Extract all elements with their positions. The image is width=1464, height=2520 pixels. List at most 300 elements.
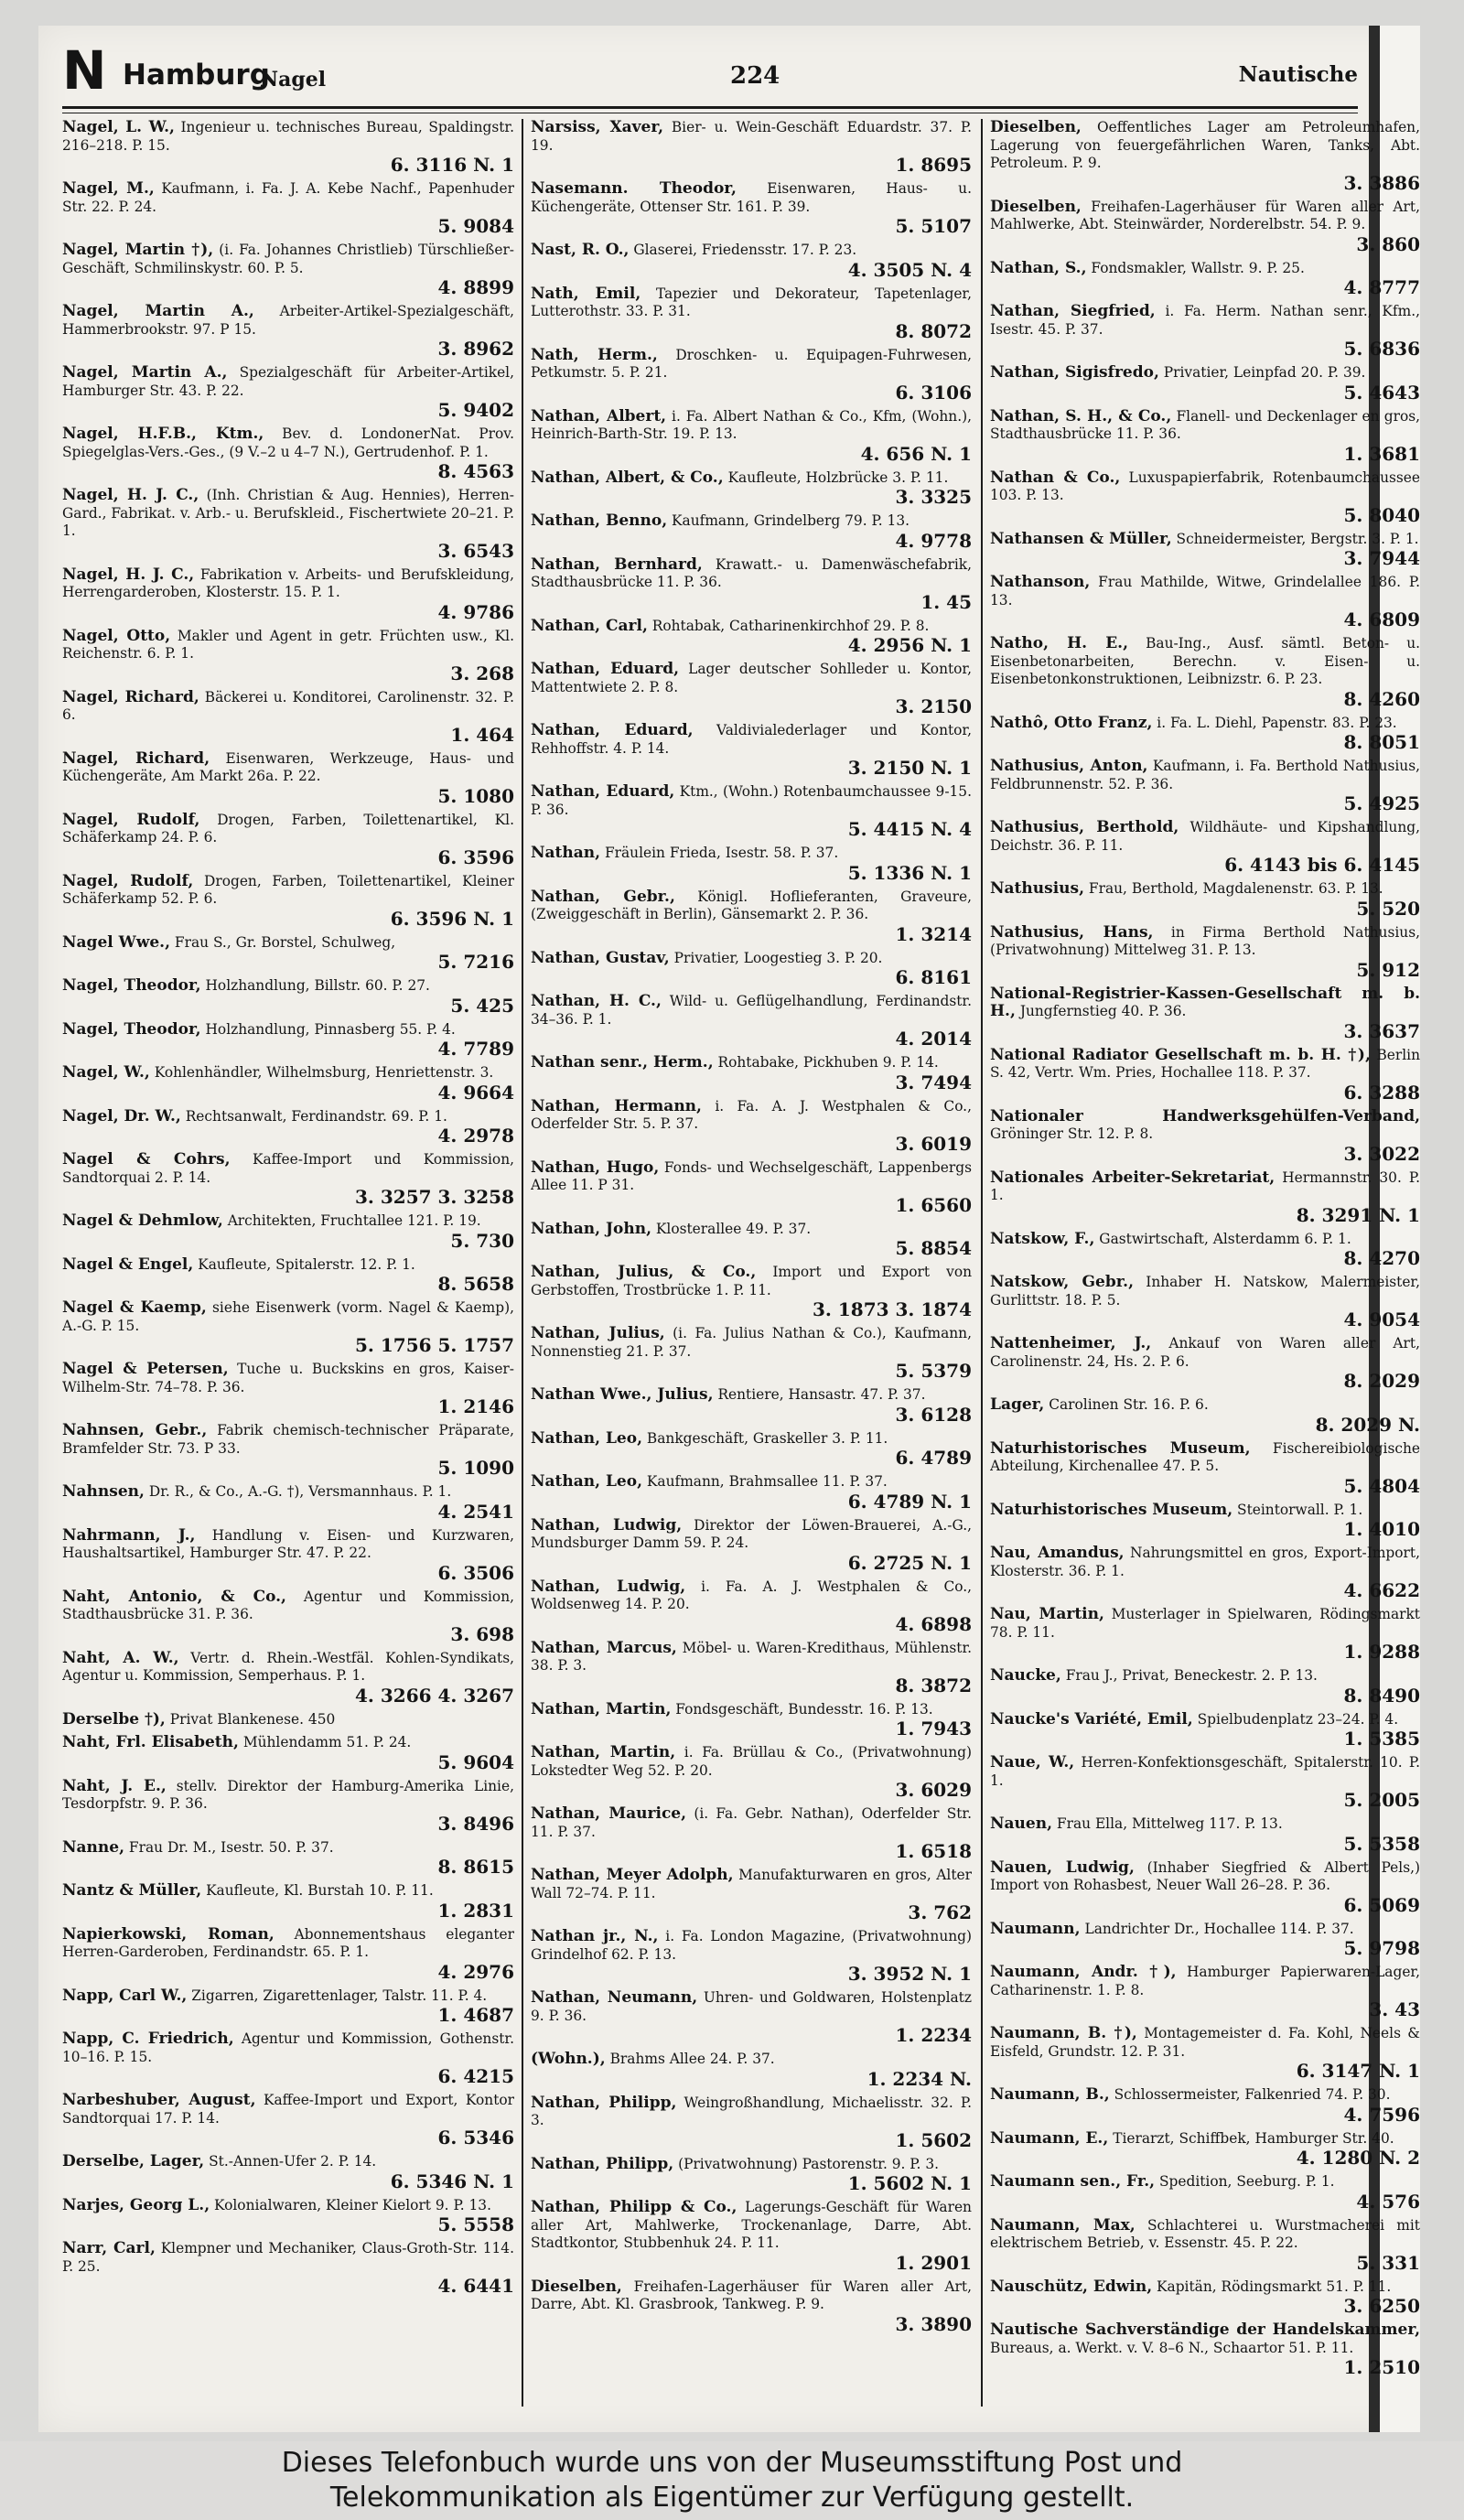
entry-description: Holzhandlung, Pinnasberg 55. P. 4. — [205, 1020, 456, 1038]
entry-name: Nauen, — [990, 1815, 1053, 1833]
entry-body — [531, 618, 972, 636]
entry-phone-number: 6. 3596 N. 1 — [390, 907, 514, 930]
entry-body — [531, 180, 972, 216]
entry-body — [62, 1926, 514, 1962]
entry-name: Nath, Emil, — [531, 284, 641, 303]
entry-phone-number: 3. 6543 — [437, 539, 514, 562]
entry-body — [62, 1422, 514, 1458]
entry-body — [531, 1221, 972, 1239]
entry-phone-number: 8. 5658 — [437, 1273, 514, 1295]
entry-name: Nathan senr., Herm., — [531, 1053, 714, 1072]
entry-name: Nathan, — [531, 844, 601, 862]
entry-body — [990, 1502, 1420, 1520]
entry-description: i. Fa. A. J. Westphalen & Co., Oderfelder Str. 5. P. 37. — [531, 1097, 972, 1132]
entry-body — [990, 1231, 1420, 1249]
entry-body — [990, 1545, 1420, 1580]
entry-description: Herren-Konfektionsgeschäft, Spitalerstr. 10. P. 1. — [990, 1754, 1420, 1789]
entry-description: Privat Blankenese. 450 — [169, 1710, 336, 1728]
directory-entry — [990, 2173, 1420, 2212]
directory-entry — [990, 2086, 1420, 2125]
entry-description: Makler und Agent in getr. Früchten usw., Kl. Reichenstr. 6. P. 1. — [62, 627, 514, 662]
entry-description: Wildhäute- und Kipshandlung, Deichstr. 36. P. 11. — [990, 819, 1420, 854]
directory-entry — [62, 242, 514, 297]
entry-phone-number: 5. 4804 — [1343, 1474, 1420, 1497]
directory-entry — [531, 993, 972, 1049]
directory-entry — [990, 1440, 1420, 1496]
entry-phone-number: 8. 4270 — [1343, 1247, 1420, 1269]
entry-description: Vertr. d. Rhein.-Westfäl. Kohlen-Syndikats, Agentur u. Kommission, Semperhaus. P. 1. — [62, 1649, 514, 1684]
directory-entry — [990, 1545, 1420, 1600]
entry-description: Carolinen Str. 16. P. 6. — [1049, 1396, 1209, 1413]
entry-phone-number: 1. 8695 — [895, 154, 972, 176]
entry-description: Musterlager in Spielwaren, Rödingsmarkt 78. P. 11. — [990, 1606, 1420, 1641]
entry-body — [990, 364, 1420, 382]
entry-phone-number: 5. 5358 — [1343, 1832, 1420, 1855]
entry-name: Nathansen & Müller, — [990, 529, 1172, 548]
entry-description: Wild- u. Geflügelhandlung, Ferdinandstr. 34–36. P. 1. — [531, 993, 972, 1028]
directory-entry — [990, 2217, 1420, 2273]
entry-body — [62, 2240, 514, 2276]
entry-name: Narjes, Georg L., — [62, 2195, 210, 2214]
entry-name: Nathan, S., — [990, 258, 1087, 277]
entry-body — [990, 1440, 1420, 1476]
directory-entry — [531, 242, 972, 280]
entry-name: Nathô, Otto Franz, — [990, 713, 1153, 732]
entry-name: Nathan, Philipp & Co., — [531, 2198, 737, 2216]
entry-phone-number: 3. 6029 — [895, 1779, 972, 1801]
entry-description: Architekten, Fruchtallee 121. P. 19. — [227, 1212, 481, 1229]
directory-entry — [990, 1502, 1420, 1540]
entry-phone-number: 1. 5602 — [895, 2128, 972, 2151]
entry-name: Nagel, H.F.B., Ktm., — [62, 425, 264, 443]
directory-entry — [990, 1711, 1420, 1750]
entry-name: Nattenheimer, J., — [990, 1334, 1152, 1352]
directory-entry — [531, 1867, 972, 1922]
entry-phone-number: 5. 9604 — [437, 1750, 514, 1773]
header-rule — [62, 106, 1358, 109]
entry-phone-number: 5. 1080 — [437, 784, 514, 807]
directory-entry — [990, 364, 1420, 403]
entry-phone-number: 3. 7494 — [895, 1071, 972, 1093]
entry-name: Napierkowski, Roman, — [62, 1924, 274, 1944]
entry-name: Nathan, Eduard, — [531, 721, 694, 739]
entry-description: Frau Dr. M., Isestr. 50. P. 37. — [128, 1838, 334, 1856]
entry-description: Direktor der Löwen-Brauerei, A.-G., Mundsburger Damm 59. P. 24. — [531, 1516, 972, 1551]
entry-name: Nagel, Rudolf, — [62, 810, 200, 829]
entry-body — [531, 1701, 972, 1719]
entry-name: Nagel, Theodor, — [62, 1019, 201, 1039]
directory-entry — [531, 1805, 972, 1861]
entry-body — [62, 1839, 514, 1858]
entry-body — [531, 950, 972, 968]
entry-phone-number: 4. 3266 4. 3267 — [355, 1684, 514, 1707]
entry-body — [990, 880, 1420, 899]
entry-body — [62, 1151, 514, 1187]
entry-name: Nathan, Leo, — [531, 1472, 643, 1491]
entry-phone-number: 4. 1280 N. 2 — [1296, 2147, 1420, 2169]
entry-phone-number: 5. 1756 5. 1757 — [355, 1334, 514, 1356]
entry-description: Glaserei, Friedensstr. 17. P. 23. — [633, 242, 857, 258]
entry-phone-number: 4. 6898 — [895, 1612, 972, 1635]
entry-name: Nathan, Sigisfredo, — [990, 363, 1159, 382]
directory-entry — [531, 1928, 972, 1984]
entry-phone-number: 1. 2234 N. — [867, 2067, 972, 2090]
entry-description: Nahrungsmittel en gros, Export-Import, Klosterstr. 36. P. 1. — [990, 1545, 1420, 1579]
entry-body — [62, 977, 514, 996]
entry-phone-number: 4. 9786 — [437, 600, 514, 623]
entry-body — [990, 1169, 1420, 1205]
directory-column-1 — [62, 119, 514, 2407]
directory-entry — [531, 888, 972, 944]
entry-phone-number: 5. 2005 — [1343, 1789, 1420, 1811]
entry-body — [531, 1325, 972, 1361]
entry-phone-number: 3. 43 — [1369, 1998, 1420, 2020]
directory-entry — [62, 1064, 514, 1103]
directory-entry — [62, 1734, 514, 1772]
entry-body — [531, 2278, 972, 2314]
entry-phone-number: 3. 6128 — [895, 1403, 972, 1426]
entry-phone-number: 3. 3022 — [1343, 1142, 1420, 1165]
entry-phone-number: 3. 6019 — [895, 1132, 972, 1155]
directory-entry — [531, 1098, 972, 1154]
entry-name: Lager, — [990, 1395, 1045, 1414]
entry-description: Lager deutscher Sohlleder u. Kontor, Mattentwiete 2. P. 8. — [531, 661, 972, 695]
entry-description: Fonds- und Wechselgeschäft, Lappenbergs Allee 11. P 31. — [531, 1158, 972, 1193]
page-number: 224 — [730, 62, 780, 90]
directory-entry — [990, 1108, 1420, 1164]
entry-name: Nagel, M., — [62, 179, 155, 198]
entry-description: Kaufmann, i. Fa. Berthold Nathusius, Feldbrunnenstr. 52. P. 36. — [990, 758, 1420, 792]
entry-description: Frau S., Gr. Borstel, Schulweg, — [174, 933, 396, 951]
directory-column-2 — [531, 119, 972, 2407]
entry-description: Tuche u. Buckskins en gros, Kaiser-Wilhelm-Str. 74–78. P. 36. — [62, 1361, 514, 1395]
directory-entry — [990, 119, 1420, 193]
entry-name: Nagel & Engel, — [62, 1255, 194, 1274]
entry-phone-number: 4. 7789 — [437, 1038, 514, 1060]
directory-entry — [990, 635, 1420, 709]
directory-entry — [62, 1882, 514, 1921]
entry-body — [990, 2278, 1420, 2297]
page-header — [62, 39, 1358, 106]
entry-name: Napp, C. Friedrich, — [62, 2030, 234, 2048]
entry-description: Möbel- u. Waren-Kredithaus, Mühlenstr. 38. P. 3. — [531, 1639, 972, 1674]
entry-name: Derselbe, Lager, — [62, 2152, 205, 2170]
entry-name: Nationaler Handwerksgehülfen-Verband, — [990, 1106, 1420, 1125]
entry-phone-number: 6. 8161 — [895, 966, 972, 988]
entry-body — [531, 1264, 972, 1299]
entry-name: Nathanson, — [990, 573, 1091, 591]
entry-body — [531, 1989, 972, 2025]
directory-entry — [531, 347, 972, 403]
directory-entry — [531, 722, 972, 778]
entry-phone-number: 1. 5602 N. 1 — [847, 2172, 972, 2194]
entry-body — [990, 574, 1420, 609]
entry-description: Schlachterei u. Wurstmacherei mit elektrischem Betrieb, v. Essenstr. 45. P. 22. — [990, 2216, 1420, 2251]
entry-phone-number: 8. 8072 — [895, 319, 972, 342]
entry-name: Dieselben, — [531, 2277, 622, 2296]
entry-description: Rentiere, Hansastr. 47. P. 37. — [717, 1386, 926, 1403]
entry-body — [531, 2156, 972, 2174]
entry-body — [531, 556, 972, 592]
entry-description: Königl. Hoflieferanten, Graveure, (Zweiggeschäft in Berlin), Gänsemarkt 2. P. 36. — [531, 888, 972, 922]
directory-entry — [62, 1711, 514, 1729]
entry-description: Dr. R., & Co., A.-G. †), Versmannhaus. P. 1. — [148, 1483, 452, 1500]
entry-body — [531, 408, 972, 444]
directory-entry — [990, 1921, 1420, 1959]
entry-body — [62, 1987, 514, 2006]
entry-name: Nathan, S. H., & Co., — [990, 406, 1172, 425]
entry-description: Holzhandlung, Billstr. 60. P. 27. — [205, 977, 430, 994]
entry-phone-number: 1. 464 — [450, 723, 514, 746]
entry-name: Nathan, Julius, & Co., — [531, 1263, 757, 1281]
directory-entry — [531, 1159, 972, 1215]
entry-phone-number: 1. 4687 — [437, 2004, 514, 2026]
entry-name: Nationales Arbeiter-Sekretariat, — [990, 1168, 1276, 1187]
directory-entry — [62, 1650, 514, 1706]
directory-entry — [62, 1588, 514, 1644]
entry-phone-number: 8. 2029 — [1343, 1370, 1420, 1392]
entry-description: (i. Fa. Julius Nathan & Co.), Kaufmann, Nonnenstieg 21. P. 37. — [531, 1325, 972, 1360]
entry-body — [62, 1483, 514, 1502]
entry-phone-number: 4. 2014 — [895, 1028, 972, 1050]
entry-phone-number: 4. 2956 N. 1 — [847, 634, 972, 656]
entry-body — [531, 1517, 972, 1553]
entry-phone-number: 8. 8490 — [1343, 1684, 1420, 1707]
directory-entry — [62, 1987, 514, 2026]
entry-body — [62, 2197, 514, 2215]
directory-entry — [990, 1169, 1420, 1225]
directory-entry — [531, 618, 972, 656]
directory-entry — [62, 425, 514, 481]
entry-phone-number: 3. 3890 — [895, 2312, 972, 2335]
entry-phone-number: 5. 9084 — [437, 215, 514, 237]
entry-name: Nagel, Otto, — [62, 626, 171, 645]
entry-body — [531, 1159, 972, 1195]
entry-description: Freihafen-Lagerhäuser für Waren aller Art, Mahlwerke, Abt. Steinwärder, Norderelbstr. 54. P. 9. — [990, 198, 1420, 232]
entry-phone-number: 4. 9054 — [1343, 1308, 1420, 1330]
entry-description: Klosterallee 49. P. 37. — [655, 1220, 812, 1237]
directory-entry — [531, 1221, 972, 1259]
directory-entry — [990, 574, 1420, 630]
entry-name: Nau, Amandus, — [990, 1544, 1125, 1562]
entry-name: Nagel, L. W., — [62, 119, 175, 136]
entry-body — [62, 364, 514, 400]
directory-entry — [62, 1422, 514, 1478]
entry-name: Naht, Antonio, & Co., — [62, 1587, 286, 1606]
entry-description: Frau Mathilde, Witwe, Grindelallee 186. P. 13. — [990, 574, 1420, 608]
entry-body — [990, 1047, 1420, 1082]
entry-body — [990, 1335, 1420, 1371]
entry-phone-number: 5. 7216 — [437, 951, 514, 973]
entry-name: Naucke, — [990, 1666, 1061, 1685]
entry-phone-number: 3. 3325 — [895, 486, 972, 508]
entry-phone-number: 4. 9778 — [895, 529, 972, 552]
entry-name: Nagel, Dr. W., — [62, 1106, 181, 1125]
directory-entry — [990, 715, 1420, 753]
directory-entry — [990, 1964, 1420, 2019]
entry-body — [62, 242, 514, 277]
entry-name: Nathusius, — [990, 879, 1085, 898]
entry-description: Import und Export von Gerbstoffen, Trostbrücke 1. P. 11. — [531, 1264, 972, 1298]
entry-body — [62, 1064, 514, 1082]
directory-entry — [531, 950, 972, 988]
entry-body — [531, 845, 972, 863]
entry-name: Naumann, Andr. †), — [990, 1963, 1177, 1981]
directory-entry — [990, 531, 1420, 569]
entry-name: Natskow, Gebr., — [990, 1273, 1134, 1291]
entry-body — [990, 408, 1420, 444]
directory-entry — [990, 819, 1420, 875]
entry-body — [990, 985, 1420, 1021]
entry-name: Naht, Frl. Elisabeth, — [62, 1733, 239, 1751]
entry-body — [990, 1921, 1420, 1939]
entry-body — [62, 2092, 514, 2127]
entry-body — [531, 1430, 972, 1448]
directory-entry — [62, 812, 514, 867]
entry-name: Nathan, Leo, — [531, 1428, 643, 1448]
directory-entry — [531, 1264, 972, 1319]
entry-body — [990, 1108, 1420, 1144]
entry-body — [62, 1108, 514, 1126]
directory-entry — [531, 661, 972, 716]
entry-name: Nathan jr., N., — [531, 1927, 659, 1945]
entry-body — [531, 242, 972, 260]
entry-description: Montagemeister d. Fa. Kohl, Neels & Eisfeld, Grundstr. 12. P. 31. — [990, 2025, 1420, 2060]
entry-phone-number: 3. 698 — [450, 1622, 514, 1645]
entry-name: Narsiss, Xaver, — [531, 119, 664, 136]
entry-description: Tierarzt, Schiffbek, Hamburger Str. 40. — [1113, 2129, 1394, 2147]
entry-name: Naucke's Variété, Emil, — [990, 1709, 1193, 1728]
entry-name: Naumann sen., Fr., — [990, 2172, 1156, 2191]
entry-body — [62, 425, 514, 461]
entry-body — [62, 1256, 514, 1275]
entry-body — [531, 285, 972, 321]
entry-description: St.-Annen-Ufer 2. P. 14. — [209, 2153, 377, 2170]
directory-entry — [62, 2030, 514, 2086]
directory-entry — [990, 880, 1420, 919]
entry-description: Spedition, Seeburg. P. 1. — [1158, 2173, 1335, 2190]
entry-body — [531, 119, 972, 155]
directory-entry — [531, 1578, 972, 1634]
entry-phone-number: 3. 2150 — [895, 695, 972, 717]
entry-phone-number: 3. 3886 — [1343, 171, 1420, 194]
column-divider — [981, 119, 983, 2407]
entry-phone-number: 8. 2029 N. — [1315, 1413, 1420, 1436]
entry-body — [990, 531, 1420, 549]
entry-phone-number: 1. 2510 — [1343, 2356, 1420, 2378]
entry-description: stellv. Direktor der Hamburg-Amerika Linie, Tesdorpfstr. 9. P. 36. — [62, 1777, 514, 1812]
directory-entry — [990, 758, 1420, 813]
entry-description: Krawatt.- u. Damenwäschefabrik, Stadthausbrücke 11. P. 36. — [531, 555, 972, 590]
directory-entry — [531, 1473, 972, 1512]
entry-description: Hamburger Papierwaren-Lager, Catharinenstr. 1. P. 8. — [990, 1964, 1420, 1998]
entry-description: Fischereibiologische Abteilung, Kirchenallee 47. P. 5. — [990, 1439, 1420, 1474]
directory-entry — [531, 119, 972, 175]
directory-page — [38, 26, 1420, 2432]
entry-phone-number: 8. 3291 N. 1 — [1296, 1203, 1420, 1226]
directory-entry — [990, 199, 1420, 254]
entry-body — [990, 924, 1420, 960]
entry-name: Nathan, Gebr., — [531, 887, 675, 906]
entry-description: Weingroßhandlung, Michaelisstr. 32. P. 3. — [531, 2094, 972, 2128]
directory-entry — [62, 180, 514, 236]
entry-phone-number: 8. 8615 — [437, 1856, 514, 1878]
entry-phone-number: 3. 6250 — [1343, 2295, 1420, 2317]
entry-phone-number: 3. 8496 — [437, 1812, 514, 1835]
entry-phone-number: 4. 6441 — [437, 2275, 514, 2297]
directory-entry — [531, 2095, 972, 2150]
entry-name: Nathan, Martin, — [531, 1743, 676, 1761]
directory-entry — [990, 1047, 1420, 1103]
directory-entry — [62, 487, 514, 561]
entry-body — [990, 1711, 1420, 1729]
last-entry-keyword: Nautische — [1238, 62, 1358, 87]
entry-body — [531, 722, 972, 758]
entry-description: Rohtabake, Pickhuben 9. P. 14. — [717, 1054, 939, 1071]
entry-description: Kaffee-Import und Kommission, Sandtorquai 2. P. 14. — [62, 1151, 514, 1186]
directory-entry — [990, 1231, 1420, 1269]
entry-phone-number: 6. 2725 N. 1 — [847, 1551, 972, 1574]
directory-entry — [62, 364, 514, 420]
entry-name: Nathan & Co., — [990, 468, 1121, 487]
entry-phone-number: 3. 860 — [1356, 232, 1420, 255]
entry-phone-number: 3. 7944 — [1343, 547, 1420, 569]
entry-body — [531, 1386, 972, 1405]
entry-description: Kaufleute, Kl. Burstah 10. P. 11. — [206, 1882, 434, 1899]
directory-entry — [990, 260, 1420, 298]
directory-entry — [990, 303, 1420, 359]
entry-name: Nathan, Albert, & Co., — [531, 468, 724, 487]
entry-phone-number: 1. 2234 — [895, 2024, 972, 2046]
entry-phone-number: 6. 3116 N. 1 — [390, 154, 514, 176]
entry-description: Bäckerei u. Konditorei, Carolinenstr. 32. P. 6. — [62, 688, 514, 723]
entry-body — [990, 2130, 1420, 2148]
entry-body — [531, 1805, 972, 1841]
entry-description: Gastwirtschaft, Alsterdamm 6. P. 1. — [1099, 1230, 1351, 1247]
entry-description: Drogen, Farben, Toilettenartikel, Kleiner Schäferkamp 52. P. 6. — [62, 872, 514, 907]
directory-entry — [62, 1527, 514, 1583]
entry-body — [990, 1396, 1420, 1415]
entry-name: Nathan, Benno, — [531, 512, 668, 530]
entry-body — [62, 628, 514, 663]
entry-description: Freihafen-Lagerhäuser für Waren aller Art, Darre, Abt. Kl. Grasbrook, Tankweg. P. 9. — [531, 2278, 972, 2312]
entry-name: Nagel, H. J. C., — [62, 486, 199, 504]
entry-description: Eisenwaren, Werkzeuge, Haus- und Küchengeräte, Am Markt 26a. P. 22. — [62, 749, 514, 784]
directory-entry — [62, 1151, 514, 1207]
directory-entry — [531, 1744, 972, 1800]
entry-body — [990, 303, 1420, 339]
directory-entry — [62, 1108, 514, 1147]
directory-entry — [62, 934, 514, 973]
entry-body — [990, 1754, 1420, 1790]
directory-entry — [531, 1701, 972, 1739]
entry-description: Bureaus, a. Werkt. v. V. 8–6 N., Schaartor 51. P. 11. — [990, 2339, 1354, 2356]
entry-description: Tapezier und Dekorateur, Tapetenlager, Lutterothstr. 33. P. 31. — [531, 285, 972, 319]
entry-phone-number: 3. 3257 3. 3258 — [355, 1186, 514, 1208]
directory-entry — [531, 1640, 972, 1696]
entry-phone-number: 3. 762 — [908, 1901, 972, 1923]
entry-body — [62, 2153, 514, 2171]
directory-entry — [531, 2278, 972, 2334]
entry-name: Nathan, Carl, — [531, 616, 648, 635]
entry-name: Narr, Carl, — [62, 2239, 156, 2257]
entry-body — [990, 1667, 1420, 1685]
directory-entry — [62, 1839, 514, 1878]
entry-name: Nauen, Ludwig, — [990, 1858, 1135, 1877]
entry-description: Hermannstr. 30. P. 1. — [990, 1168, 1420, 1203]
entry-body — [531, 1098, 972, 1134]
entry-name: Nathan, Ludwig, — [531, 1577, 686, 1596]
